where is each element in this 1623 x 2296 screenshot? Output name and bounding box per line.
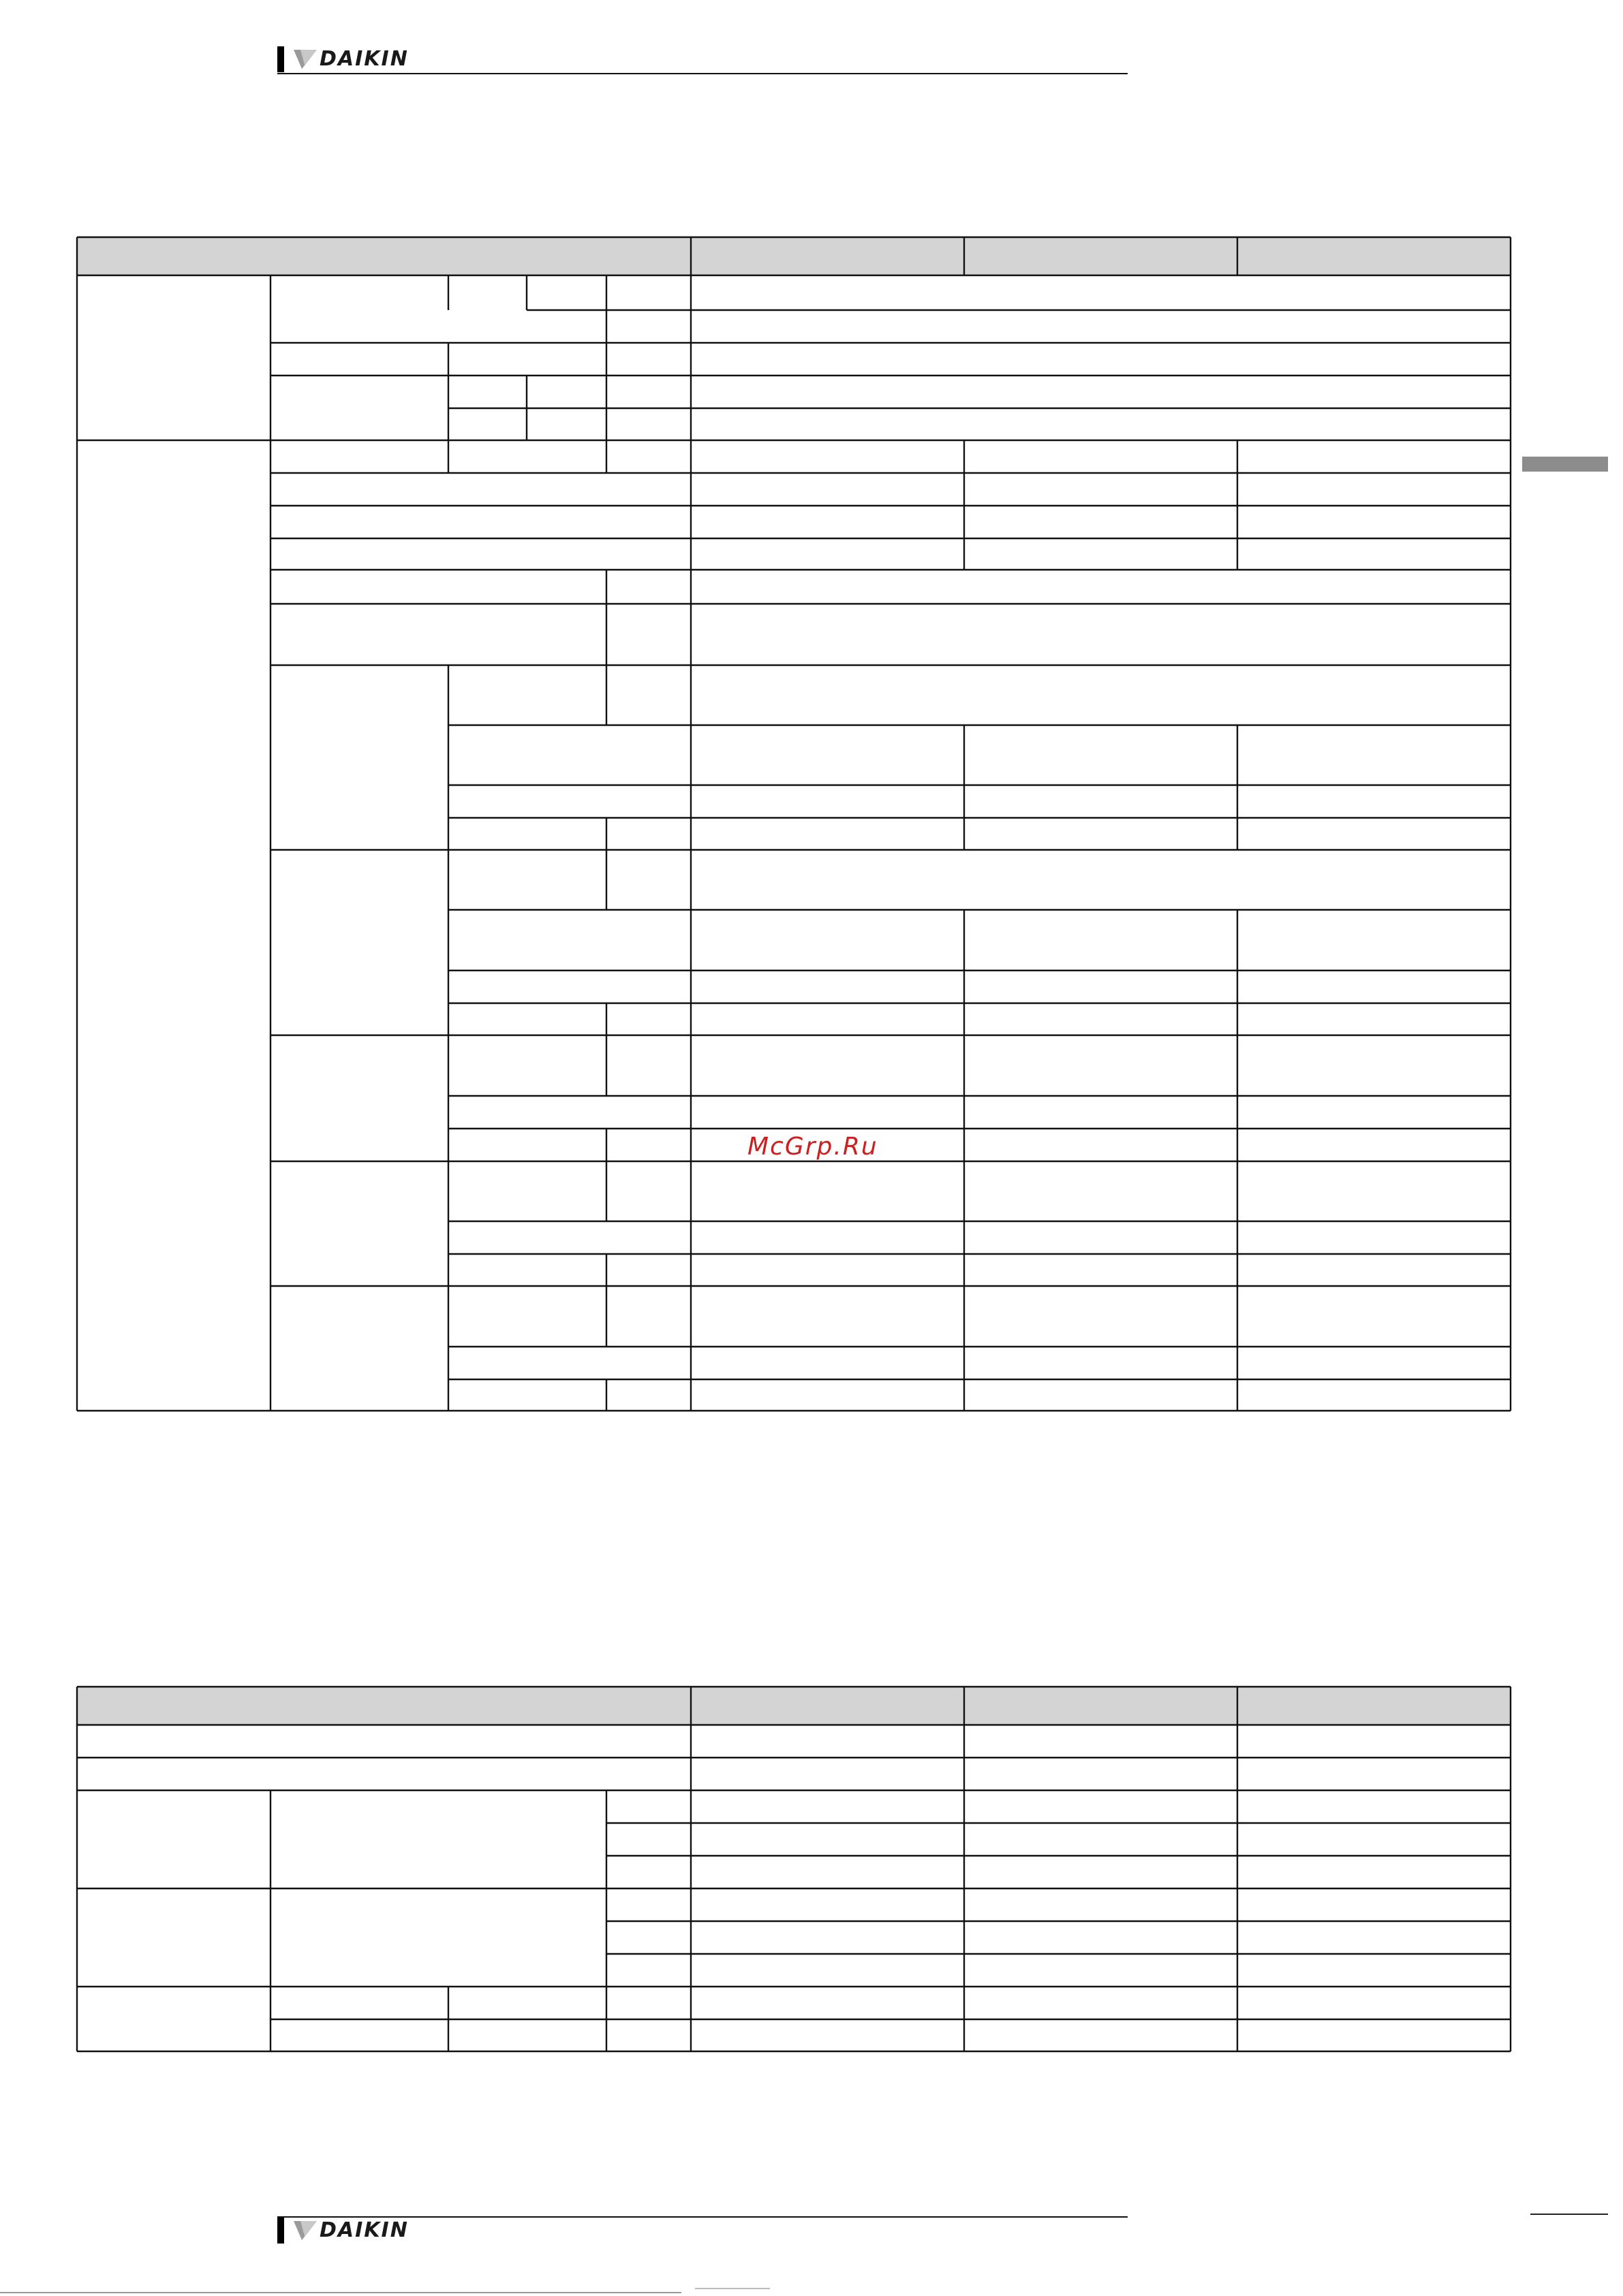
- table1-grid: [77, 237, 1511, 1411]
- table1-header-fill: [77, 237, 1511, 275]
- table2-header-fill: [77, 1687, 1511, 1725]
- daikin-logo-icon: [294, 2221, 317, 2240]
- bottom-edge-line: [0, 2292, 681, 2293]
- footer-logo: [277, 2218, 409, 2244]
- watermark-text: McGrp.Ru: [747, 1133, 878, 1161]
- table2-grid: [77, 1687, 1511, 2051]
- footer-right-rule: [1530, 2214, 1608, 2215]
- header-brand: DAIKIN: [320, 47, 409, 71]
- logo-bar: [277, 2218, 284, 2244]
- footer-brand: DAIKIN: [320, 2218, 409, 2242]
- footer-scan-artifact: [695, 2286, 770, 2292]
